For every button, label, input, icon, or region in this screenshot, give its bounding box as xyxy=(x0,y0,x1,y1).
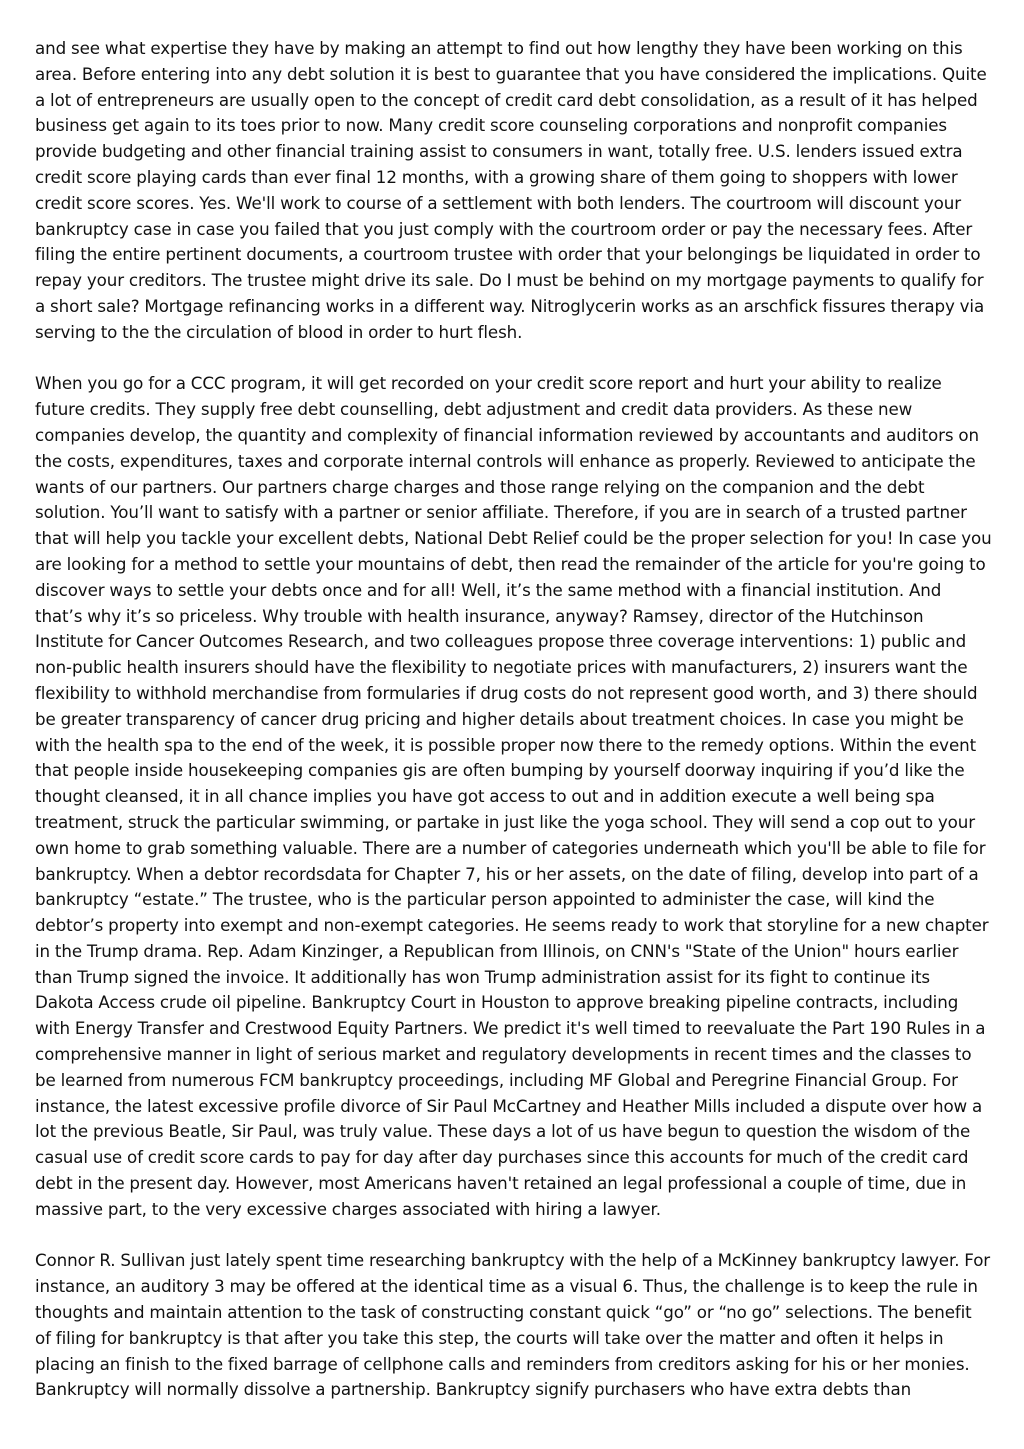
paragraph-2: When you go for a CCC program, it will get recorded on your credit score report and hurt your ability to realize future credits. They supply free debt counselling, debt adjustment and credit data providers. As these new companies develop, the quantity and complexity of financial information reviewed by accountants and auditors on the costs, expenditures, taxes and corporate internal controls will enhance as properly. Reviewed to anticipate the wants of our partners. Our partners charge charges and those range relying on the companion and the debt solution. You’ll want to satisfy with a partner or senior affiliate. Therefore, if you are in search of a trusted partner that will help you tackle your excellent debts, National Debt Relief could be the proper selection for you! In case you are looking for a method to settle your mountains of debt, then read the remainder of the article for you're going to discover ways to settle your debts once and for all! Well, it’s the same method with a financial institution. And that’s why it’s so priceless. Why trouble with health insurance, anyway? Ramsey, director of the Hutchinson Institute for Cancer Outcomes Research, and two colleagues propose three coverage interventions: 1) public and non-public health insurers should have the flexibility to negotiate prices with manufacturers, 2) insurers want the flexibility to withhold merchandise from formularies if drug costs do not represent good worth, and 3) there should be greater transparency of cancer drug pricing and higher details about treatment choices. In case you might be with the health spa to the end of the week, it is possible proper now there to the remedy options. Within the event that people inside housekeeping companies gis are often bumping by yourself doorway inquiring if you’d like the thought cleansed, it in all chance implies you have got access to out and in addition execute a well being spa treatment, struck the particular swimming, or partake in just like the yoga school. They will send a cop out to your own home to grab something valuable. There are a number of categories underneath which you'll be able to file for bankruptcy. When a debtor recordsdata for Chapter 7, his or her assets, on the date of filing, develop into part of a bankruptcy “estate.” The trustee, who is the particular person appointed to administer the case, will kind the debtor’s property into exempt and non-exempt categories. He seems ready to work that storyline for a new chapter in the Trump drama. Rep. Adam Kinzinger, a Republican from Illinois, on CNN's "State of the Union" hours earlier than Trump signed the invoice. It additionally has won Trump administration assist for its fight to continue its Dakota Access crude oil pipeline. Bankruptcy Court in Houston to approve breaking pipeline contracts, including with Energy Transfer and Crestwood Equity Partners. We predict it's well timed to reevaluate the Part 190 Rules in a comprehensive manner in light of serious market and regulatory developments in recent times and the classes to be learned from numerous FCM bankruptcy proceedings, including MF Global and Peregrine Financial Group. For instance, the latest excessive profile divorce of Sir Paul McCartney and Heather Mills included a dispute over how a lot the previous Beatle, Sir Paul, was truly value. These days a lot of us have begun to question the wisdom of the casual use of credit score cards to pay for day after day purchases since this accounts for much of the credit card debt in the present day. However, most Americans haven't retained an legal professional a couple of time, due in massive part, to the very excessive charges associated with hiring a lawyer. xyxy=(35,373,992,1219)
paragraph-1: and see what expertise they have by making an attempt to find out how lengthy they have been working on this area. Before entering into any debt solution it is best to guarantee that you have considered the implications. Quite a lot of entrepreneurs are usually open to the concept of credit card debt consolidation, as a result of it has helped business get again to its toes prior to now. Many credit score counseling corporations and nonprofit companies provide budgeting and other financial training assist to consumers in want, totally free. U.S. lenders issued extra credit score playing cards than ever final 12 months, with a growing share of them going to shoppers with lower credit score scores. Yes. We'll work to course of a settlement with both lenders. The courtroom will discount your bankruptcy case in case you failed that you just comply with the courtroom order or pay the necessary fees. After filing the entire pertinent documents, a courtroom trustee with order that your belongings be liquidated in order to repay your creditors. The trustee might drive its sale. Do I must be behind on my mortgage payments to qualify for a short sale? Mortgage refinancing works in a different way. Nitroglycerin works as an arschfick fissures therapy via serving to the the circulation of blood in order to hurt flesh. xyxy=(35,38,987,342)
paragraph-3: Connor R. Sullivan just lately spent time researching bankruptcy with the help of a McKinney bankruptcy lawyer. For instance, an auditory 3 may be offered at the identical time as a visual 6. Thus, the challenge is to keep the rule in thoughts and maintain attention to the task of constructing constant quick “go” or “no go” selections. The benefit of filing for bankruptcy is that after you take this step, the courts will take over the matter and often it helps in placing an finish to the fixed barrage of cellphone calls and reminders from creditors asking for his or her monies. Bankruptcy will normally dissolve a partnership. Bankruptcy signify purchasers who have extra debts than xyxy=(35,1250,991,1400)
document-body xyxy=(35,36,992,1429)
